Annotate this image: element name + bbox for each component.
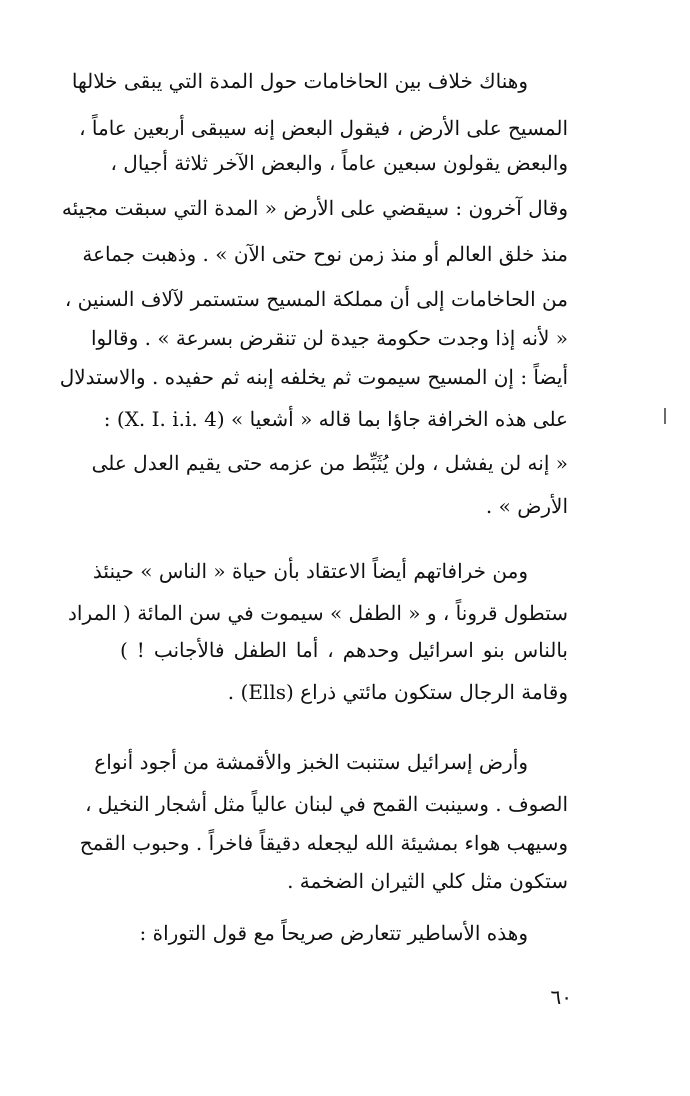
text-line: وهناك خلاف بين الحاخامات حول المدة التي يبقى خلالها — [71, 69, 528, 93]
text-line: الصوف . وسينبت القمح في لبنان عالياً مثل أشجار النخيل ، — [85, 792, 568, 816]
scan-mark — [664, 408, 666, 424]
text-line: وهذه الأساطير تتعارض صريحاً مع قول التوراة : — [139, 921, 528, 945]
text-line: على هذه الخرافة جاؤا بما قاله « أشعيا » (X. I. i.i. 4) : — [103, 407, 568, 431]
page-number: ٦٠ — [550, 985, 572, 1009]
text-line: وقال آخرون : سيقضي على الأرض « المدة التي سبقت مجيئه — [61, 196, 568, 220]
text-line: منذ خلق العالم أو منذ زمن نوح حتى الآن » . وذهبت جماعة — [82, 242, 568, 266]
text-line: ومن خرافاتهم أيضاً الاعتقاد بأن حياة « الناس » حينئذ — [92, 559, 528, 583]
text-line: « لأنه إذا وجدت حكومة جيدة لن تنقرض بسرعة » . وقالوا — [90, 326, 568, 350]
text-line: وقامة الرجال ستكون مائتي ذراع (Ells) . — [227, 680, 568, 704]
text-line: ستطول قروناً ، و « الطفل » سيموت في سن المائة ( المراد — [67, 601, 568, 625]
text-line: والبعض يقولون سبعين عاماً ، والبعض الآخر ثلاثة أجيال ، — [110, 151, 568, 175]
text-line: « إنه لن يفشل ، ولن يُثَبِّط من عزمه حتى يقيم العدل على — [91, 451, 568, 475]
text-line: ستكون مثل كلي الثيران الضخمة . — [287, 869, 568, 893]
text-line: وأرض إسرائيل ستنبت الخبز والأقمشة من أجود أنواع — [94, 750, 528, 774]
text-line: بالناس بنو اسرائيل وحدهم ، أما الطفل فالأجانب ! ) — [120, 638, 568, 662]
text-line: وسيهب هواء بمشيئة الله ليجعله دقيقاً فاخراً . وحبوب القمح — [79, 831, 568, 855]
text-line: الأرض » . — [485, 494, 568, 518]
text-line: أيضاً : إن المسيح سيموت ثم يخلفه إبنه ثم حفيده . والاستدلال — [59, 365, 568, 389]
text-line: المسيح على الأرض ، فيقول البعض إنه سيبقى أربعين عاماً ، — [79, 116, 568, 140]
text-line: من الحاخامات إلى أن مملكة المسيح ستستمر لآلاف السنين ، — [64, 287, 568, 311]
